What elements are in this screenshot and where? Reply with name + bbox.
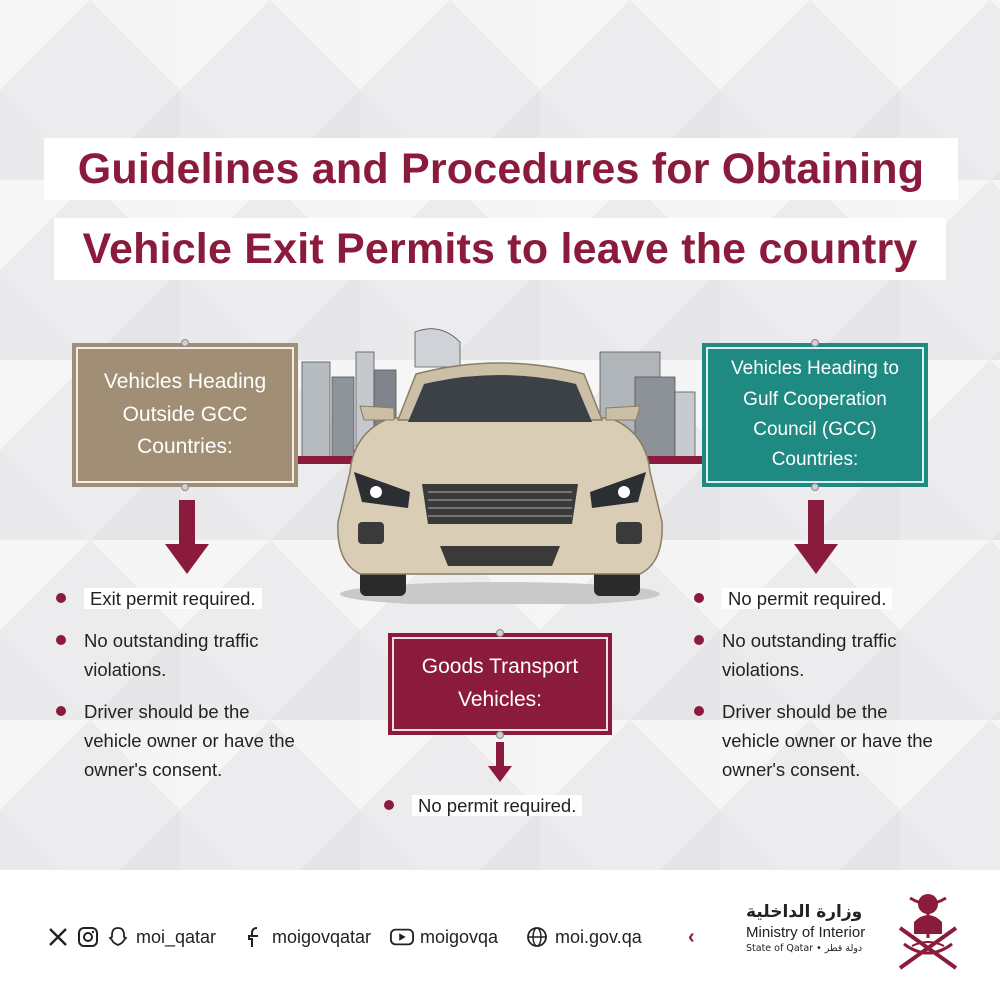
sign-outside-gcc	[72, 343, 298, 487]
youtube-icon[interactable]	[390, 925, 414, 949]
x-icon[interactable]	[46, 925, 70, 949]
handle-youtube[interactable]: moigovqa	[420, 926, 499, 947]
moi-state: State of Qatar • دولة قطر	[746, 943, 863, 954]
sign-goods-label: Goods Transport Vehicles:	[421, 655, 579, 711]
list-item: No outstanding traffic violations.	[694, 626, 944, 684]
sign-outside-gcc-label: Vehicles Heading Outside GCC Countries:	[103, 370, 267, 459]
social-facebook[interactable]	[242, 925, 371, 949]
handle-moi-qatar[interactable]: moi_qatar	[136, 926, 217, 947]
sign-gcc	[702, 343, 928, 487]
list-item: Driver should be the vehicle owner or have the owner's consent.	[694, 697, 944, 784]
list-item: No outstanding traffic violations.	[56, 626, 306, 684]
outside-gcc-requirements	[56, 584, 306, 797]
pin-icon	[181, 339, 189, 347]
list-item: No permit required.	[694, 584, 944, 613]
facebook-icon[interactable]	[242, 925, 266, 949]
pin-icon	[181, 483, 189, 491]
pin-icon	[496, 731, 504, 739]
chevron-left-icon[interactable]: ‹	[688, 926, 695, 948]
moi-logo-text	[746, 902, 896, 954]
list-item: No permit required.	[384, 791, 614, 820]
arrow-down-icon	[165, 500, 209, 574]
moi-arabic-name: وزارة الداخلية	[746, 902, 863, 922]
pin-icon	[496, 629, 504, 637]
sign-gcc-label: Vehicles Heading to Gulf Cooperation Council (GCC) Countries:	[731, 358, 899, 471]
list-item: Exit permit required.	[56, 584, 306, 613]
moi-emblem-logo	[890, 888, 966, 976]
title-line-1: Guidelines and Procedures for Obtaining	[44, 138, 958, 200]
instagram-icon[interactable]	[76, 925, 100, 949]
list-item: Driver should be the vehicle owner or have the owner's consent.	[56, 697, 306, 784]
arrow-down-icon	[794, 500, 838, 574]
pin-icon	[811, 339, 819, 347]
social-moi-qatar[interactable]	[46, 925, 216, 949]
car-illustration	[290, 322, 710, 604]
pin-icon	[811, 483, 819, 491]
sign-goods-transport	[388, 633, 612, 735]
goods-requirements	[384, 791, 614, 833]
social-youtube[interactable]	[390, 925, 498, 949]
moi-english-name: Ministry of Interior	[746, 924, 866, 941]
title-line-2: Vehicle Exit Permits to leave the country	[54, 218, 946, 280]
social-website[interactable]	[525, 925, 642, 949]
snapchat-icon[interactable]	[106, 925, 130, 949]
arrow-down-icon	[488, 742, 512, 782]
globe-icon[interactable]	[525, 925, 549, 949]
handle-website[interactable]: moi.gov.qa	[555, 926, 642, 947]
handle-facebook[interactable]: moigovqatar	[272, 926, 372, 947]
gcc-requirements	[694, 584, 944, 797]
